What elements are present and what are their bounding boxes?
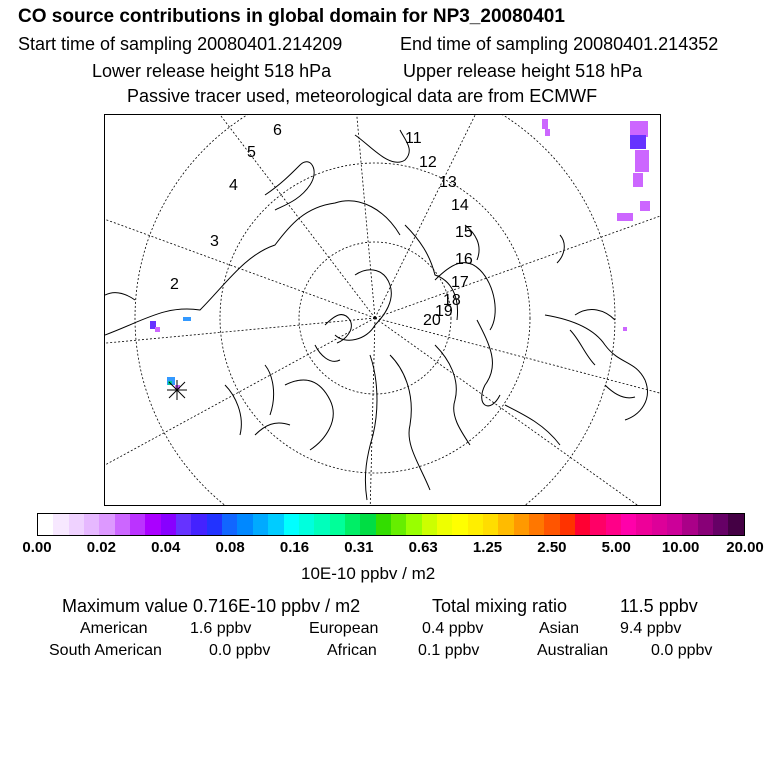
day-label: 12: [419, 154, 437, 171]
colorbar-segment: [575, 514, 590, 535]
release-marker: [167, 380, 187, 400]
coastline: [390, 355, 430, 490]
colorbar-segment: [207, 514, 222, 535]
meridian: [105, 212, 375, 318]
colorbar-segment: [514, 514, 529, 535]
colorbar-tick-label: 0.31: [344, 539, 374, 556]
plume-cell: [617, 213, 633, 221]
colorbar-tick-label: 0.04: [151, 539, 181, 556]
colorbar-tick-label: 20.00: [726, 539, 764, 556]
colorbar-tick-label: 0.08: [215, 539, 245, 556]
colorbar-segment: [237, 514, 252, 535]
polar-map: [104, 114, 661, 506]
colorbar-segment: [452, 514, 467, 535]
colorbar-segment: [84, 514, 99, 535]
coastline: [315, 345, 340, 361]
meridian: [105, 318, 375, 465]
meridian: [370, 318, 375, 506]
plume-cell: [545, 129, 550, 136]
colorbar-segment: [606, 514, 621, 535]
colorbar-segment: [667, 514, 682, 535]
meridian: [205, 115, 375, 318]
colorbar-tick-label: 2.50: [537, 539, 567, 556]
colorbar-units: 10E-10 ppbv / m2: [301, 564, 436, 583]
coastline: [325, 315, 351, 343]
coastline: [265, 162, 314, 210]
colorbar-segment: [422, 514, 437, 535]
colorbar-segment: [698, 514, 713, 535]
coastline: [105, 293, 135, 300]
colorbar-segment: [69, 514, 84, 535]
colorbar-segment: [713, 514, 728, 535]
colorbar-segment: [406, 514, 421, 535]
latitude-circle-60: [135, 115, 615, 506]
colorbar-segment: [391, 514, 406, 535]
meridian: [375, 318, 640, 506]
colorbar-segment: [376, 514, 391, 535]
colorbar-tick-label: 0.00: [22, 539, 52, 556]
colorbar-segment: [299, 514, 314, 535]
coastline: [265, 365, 274, 415]
coastline: [105, 201, 400, 335]
plume-cell: [542, 119, 548, 129]
coastline: [505, 405, 560, 445]
day-label: 13: [439, 174, 457, 191]
colorbar-segment: [191, 514, 206, 535]
total-mixing-ratio-value: 11.5 ppbv: [620, 596, 698, 616]
day-label: 11: [405, 130, 422, 147]
colorbar-segment: [330, 514, 345, 535]
latitude-circles: [135, 115, 615, 506]
colorbar-segment: [99, 514, 114, 535]
american-label: American: [80, 620, 148, 637]
asian-label: Asian: [539, 620, 580, 637]
colorbar-segment: [483, 514, 498, 535]
colorbar-segment: [161, 514, 176, 535]
colorbar-segment: [145, 514, 160, 535]
colorbar-tick-label: 5.00: [601, 539, 631, 556]
colorbar-segment: [498, 514, 513, 535]
plume-cell: [155, 327, 160, 332]
colorbar-segment: [38, 514, 53, 535]
upper-height-label: Upper release height 518 hPa: [403, 61, 643, 81]
african-label: African: [327, 642, 377, 659]
colorbar-tick-label: 0.63: [408, 539, 438, 556]
colorbar-segment: [590, 514, 605, 535]
colorbar-segment: [560, 514, 575, 535]
colorbar-segment: [468, 514, 483, 535]
colorbar-segment: [621, 514, 636, 535]
plume-cell: [623, 327, 627, 331]
colorbar-segment: [345, 514, 360, 535]
colorbar-segment: [544, 514, 559, 535]
colorbar-segment: [682, 514, 697, 535]
day-label: 3: [210, 233, 219, 250]
day-label: 16: [455, 251, 473, 268]
map-canvas: [105, 115, 661, 506]
start-time-label: Start time of sampling 20080401.214209: [18, 34, 343, 54]
day-label: 17: [451, 274, 469, 291]
day-label: 5: [247, 144, 256, 161]
day-label: 15: [455, 224, 473, 241]
day-label: 20: [423, 312, 441, 329]
colorbar-segment: [314, 514, 329, 535]
colorbar-segment: [360, 514, 375, 535]
day-labels: [170, 122, 473, 329]
max-value-label: Maximum value 0.716E-10 ppbv / m2: [62, 596, 361, 616]
colorbar-segment: [268, 514, 283, 535]
colorbar-tick-label: 0.16: [279, 539, 310, 556]
day-label: 4: [229, 177, 238, 194]
colorbar: [37, 513, 745, 536]
coastline: [575, 310, 615, 320]
colorbar-segment: [253, 514, 268, 535]
meridian: [355, 115, 375, 318]
american-value: 1.6 ppbv: [190, 620, 252, 637]
australian-value: 0.0 ppbv: [651, 642, 713, 659]
plume-cell: [630, 135, 646, 149]
meridian: [105, 318, 375, 345]
colorbar-segment: [53, 514, 68, 535]
coastline: [605, 385, 635, 398]
day-label: 14: [451, 197, 469, 214]
australian-label: Australian: [537, 642, 609, 659]
plume-cell: [635, 150, 649, 172]
coastline: [435, 345, 470, 445]
plume-cell: [183, 317, 191, 321]
colorbar-tick-label: 1.25: [472, 539, 503, 556]
asian-value: 9.4 ppbv: [620, 620, 682, 637]
coastline: [285, 380, 333, 450]
european-label: European: [309, 620, 379, 637]
plume-cell: [630, 121, 648, 137]
coastline: [557, 235, 564, 263]
coastlines: [105, 130, 647, 500]
meridian: [375, 318, 661, 405]
coastline: [255, 423, 290, 435]
colorbar-segment: [728, 514, 743, 535]
european-value: 0.4 ppbv: [422, 620, 484, 637]
coastline: [545, 315, 647, 420]
greenland-coastline: [335, 270, 391, 340]
colorbar-segment: [284, 514, 299, 535]
colorbar-segment: [176, 514, 191, 535]
day-label: 19: [435, 303, 453, 320]
colorbar-segment: [652, 514, 667, 535]
day-label: 2: [170, 276, 179, 293]
plume-traces: [150, 119, 650, 389]
lower-height-label: Lower release height 518 hPa: [92, 61, 332, 81]
south-american-label: South American: [49, 642, 162, 659]
end-time-label: End time of sampling 20080401.214352: [400, 34, 719, 54]
colorbar-segment: [437, 514, 452, 535]
colorbar-tick-label: 0.02: [86, 539, 116, 556]
total-mixing-ratio-label: Total mixing ratio: [432, 596, 568, 616]
data-source-note: Passive tracer used, meteorological data are from ECMWF: [127, 86, 598, 106]
african-value: 0.1 ppbv: [418, 642, 480, 659]
day-label: 6: [273, 122, 282, 139]
colorbar-tick-label: 10.00: [661, 539, 700, 556]
day-label: 18: [443, 292, 461, 309]
colorbar-segment: [529, 514, 544, 535]
plume-cell: [633, 173, 643, 187]
colorbar-segment: [636, 514, 651, 535]
colorbar-segment: [115, 514, 130, 535]
colorbar-segment: [130, 514, 145, 535]
map-title: CO source contributions in global domain for NP3_20080401: [18, 6, 565, 27]
plume-cell: [640, 201, 650, 211]
south-american-value: 0.0 ppbv: [209, 642, 271, 659]
colorbar-segment: [222, 514, 237, 535]
coastline: [570, 330, 595, 365]
coastline: [355, 130, 409, 162]
